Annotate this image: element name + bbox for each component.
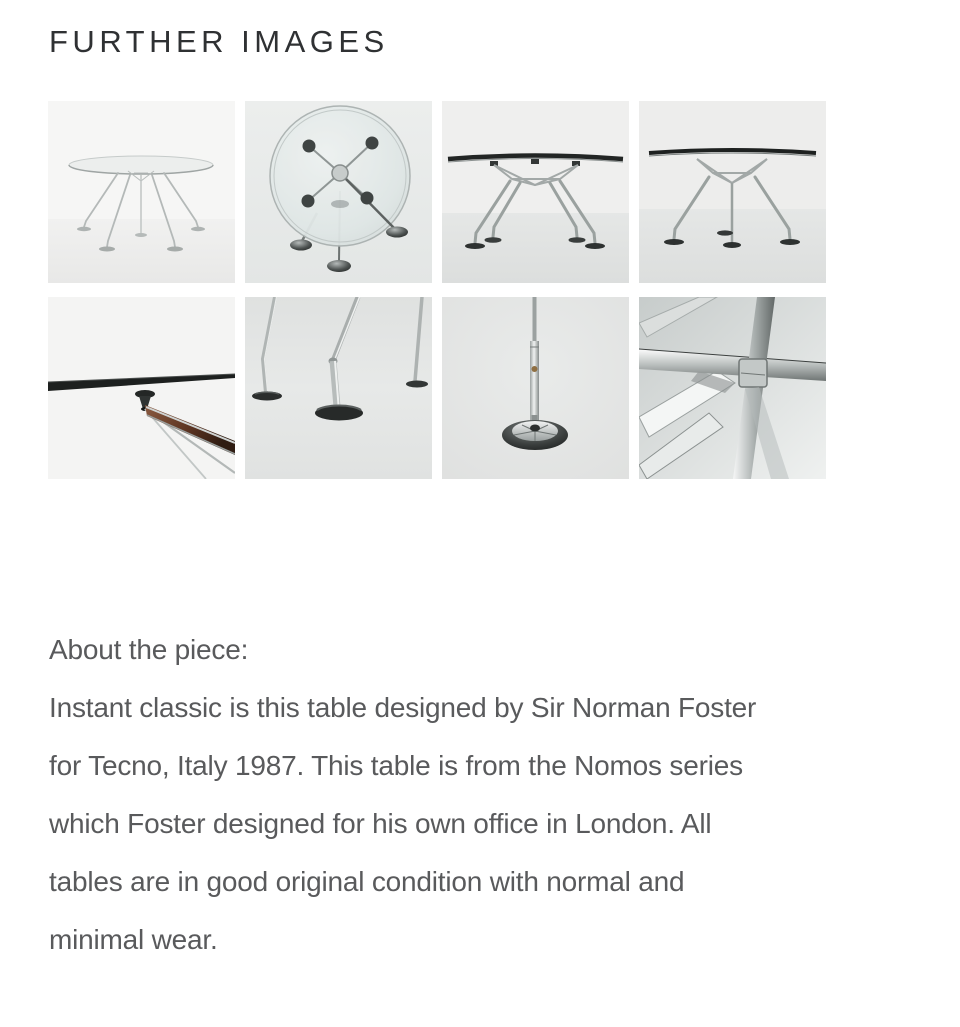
about-text-line-4: tables are in good original condition with normal and bbox=[49, 866, 685, 897]
gallery-thumbnail-3[interactable] bbox=[442, 101, 629, 283]
image-gallery bbox=[48, 101, 826, 479]
thumbnail-image-angled-view bbox=[48, 101, 235, 283]
thumbnail-image-top-view bbox=[245, 101, 432, 283]
thumbnail-image-legs-detail bbox=[245, 297, 432, 479]
about-text-line-3: which Foster designed for his own office in London. All bbox=[49, 808, 712, 839]
about-text-line-2: for Tecno, Italy 1987. This table is from the Nomos series bbox=[49, 750, 743, 781]
gallery-thumbnail-8[interactable] bbox=[639, 297, 826, 479]
gallery-thumbnail-1[interactable] bbox=[48, 101, 235, 283]
gallery-thumbnail-2[interactable] bbox=[245, 101, 432, 283]
thumbnail-image-edge-detail bbox=[48, 297, 235, 479]
gallery-thumbnail-7[interactable] bbox=[442, 297, 629, 479]
gallery-thumbnail-6[interactable] bbox=[245, 297, 432, 479]
about-section bbox=[49, 621, 909, 969]
further-images-section bbox=[0, 26, 960, 969]
about-text-line-5: minimal wear. bbox=[49, 924, 218, 955]
about-heading-line: About the piece: bbox=[49, 634, 249, 665]
about-text-line-1: Instant classic is this table designed by Sir Norman Foster bbox=[49, 692, 757, 723]
gallery-thumbnail-4[interactable] bbox=[639, 101, 826, 283]
section-title: FURTHER IMAGES bbox=[49, 24, 389, 59]
thumbnail-image-foot-detail bbox=[442, 297, 629, 479]
thumbnail-image-front-view bbox=[639, 101, 826, 283]
gallery-thumbnail-5[interactable] bbox=[48, 297, 235, 479]
thumbnail-image-joint-detail bbox=[639, 297, 826, 479]
thumbnail-image-side-view bbox=[442, 101, 629, 283]
